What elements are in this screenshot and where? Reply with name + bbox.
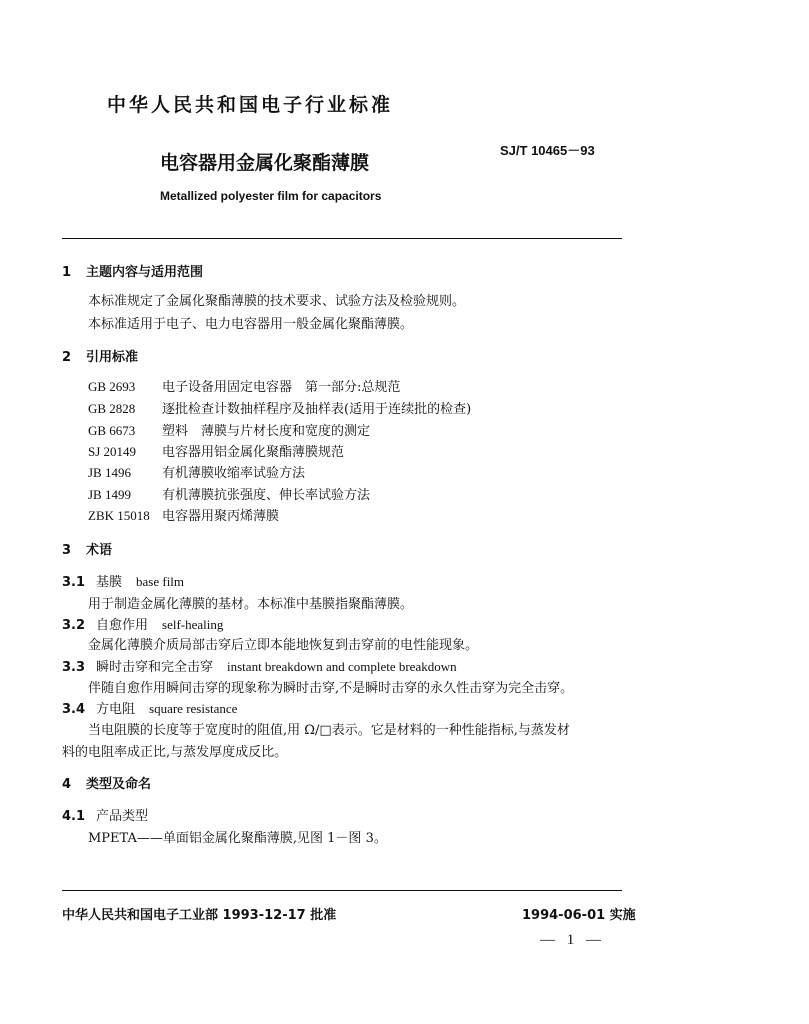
reference-title: 逐批检查计数抽样程序及抽样表(适用于连续批的检查) xyxy=(162,402,472,417)
term-name-cn: 瞬时击穿和完全击穿 xyxy=(96,660,214,675)
section-title: 引用标准 xyxy=(86,350,139,365)
reference-row xyxy=(88,462,305,481)
reference-title: 有机薄膜收缩率试验方法 xyxy=(162,466,306,481)
reference-row xyxy=(88,420,370,439)
reference-title: 电容器用聚丙烯薄膜 xyxy=(162,509,280,524)
term-name-cn: 自愈作用 xyxy=(96,618,149,633)
term-name-en: square resistance xyxy=(149,701,238,716)
reference-code: GB 2828 xyxy=(88,401,136,416)
paragraph: MPETA——单面铝金属化聚酯薄膜,见图 1－图 3。 xyxy=(88,831,387,846)
header-divider xyxy=(62,238,622,239)
paragraph: 本标准规定了金属化聚酯薄膜的技术要求、试验方法及检验规则。 xyxy=(88,294,466,309)
section-title: 术语 xyxy=(86,543,113,558)
section-3-heading xyxy=(62,539,112,558)
reference-code: GB 2693 xyxy=(88,379,136,394)
footer-divider xyxy=(62,890,622,891)
section-number: 3 xyxy=(62,543,72,558)
term-name-cn: 方电阻 xyxy=(96,702,136,717)
reference-code: JB 1496 xyxy=(88,465,131,480)
reference-title: 电子设备用固定电容器 第一部分:总规范 xyxy=(162,380,401,395)
reference-code: SJ 20149 xyxy=(88,444,137,459)
term-heading xyxy=(62,571,184,590)
reference-row xyxy=(88,441,344,460)
term-name-cn: 基膜 xyxy=(96,575,123,590)
term-heading xyxy=(62,614,223,633)
term-definition: 伴随自愈作用瞬间击穿的现象称为瞬时击穿,不是瞬时击穿的永久性击穿为完全击穿。 xyxy=(88,681,574,696)
term-name-en: instant breakdown and complete breakdown xyxy=(227,659,457,674)
reference-code: GB 6673 xyxy=(88,423,136,438)
term-number: 3.1 xyxy=(62,575,86,590)
section-number: 2 xyxy=(62,350,72,365)
section-number: 1 xyxy=(62,265,72,280)
term-number: 3.4 xyxy=(62,702,86,717)
term-number: 3.3 xyxy=(62,660,86,675)
page-number: — 1 — xyxy=(540,932,605,948)
section-1-heading xyxy=(62,261,203,280)
term-definition: 金属化薄膜介质局部击穿后立即本能地恢复到击穿前的电性能现象。 xyxy=(88,638,479,653)
reference-code: ZBK 15018 xyxy=(88,508,150,523)
subsection-number: 4.1 xyxy=(62,809,86,824)
document-title-en: Metallized polyester film for capacitors xyxy=(160,189,382,203)
term-definition: 当电阻膜的长度等于宽度时的阻值,用 Ω/□表示。它是材料的一种性能指标,与蒸发材 xyxy=(88,723,570,738)
section-4-heading xyxy=(62,773,151,792)
term-number: 3.2 xyxy=(62,618,86,633)
approval-info: 中华人民共和国电子工业部 1993-12-17 批准 xyxy=(62,908,337,923)
standard-code: SJ/T 10465－93 xyxy=(500,143,595,158)
reference-row xyxy=(88,505,279,524)
reference-title: 塑料 薄膜与片材长度和宽度的测定 xyxy=(162,424,371,439)
reference-row xyxy=(88,484,370,503)
term-name-en: self-healing xyxy=(162,617,224,632)
term-definition: 用于制造金属化薄膜的基材。本标准中基膜指聚酯薄膜。 xyxy=(88,597,414,612)
term-definition-continued: 料的电阻率成正比,与蒸发厚度成反比。 xyxy=(62,745,288,760)
paragraph: 本标准适用于电子、电力电容器用一般金属化聚酯薄膜。 xyxy=(88,317,414,332)
reference-title: 电容器用铝金属化聚酯薄膜规范 xyxy=(162,445,345,460)
reference-code: JB 1499 xyxy=(88,487,131,502)
reference-row xyxy=(88,376,400,395)
section-number: 4 xyxy=(62,777,72,792)
issuer-title: 中华人民共和国电子行业标准 xyxy=(107,94,394,116)
term-heading xyxy=(62,656,457,675)
section-title: 类型及命名 xyxy=(86,777,152,792)
subsection-title: 产品类型 xyxy=(96,809,149,824)
effective-date: 1994-06-01 实施 xyxy=(522,908,636,923)
subsection-heading xyxy=(62,805,148,824)
reference-row xyxy=(88,398,471,417)
section-2-heading xyxy=(62,346,138,365)
section-title: 主题内容与适用范围 xyxy=(86,265,204,280)
document-title-cn: 电容器用金属化聚酯薄膜 xyxy=(160,152,370,174)
reference-title: 有机薄膜抗张强度、伸长率试验方法 xyxy=(162,488,371,503)
term-name-en: base film xyxy=(136,574,185,589)
term-heading xyxy=(62,698,237,717)
